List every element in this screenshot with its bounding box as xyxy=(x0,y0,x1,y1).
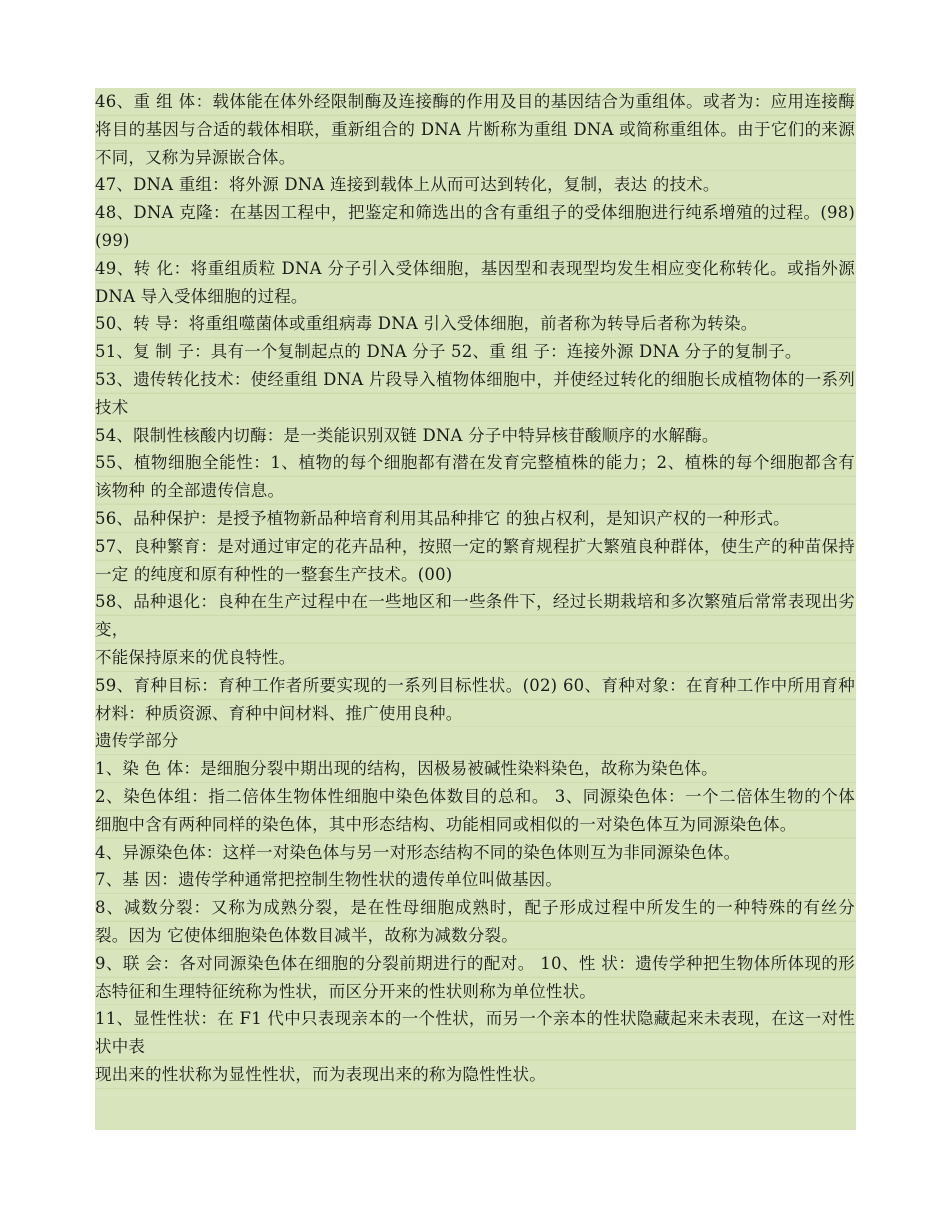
paragraph-50-transduction: 50、转 导：将重组噬菌体或重组病毒 DNA 引入受体细胞，前者称为转导后者称为转染。 xyxy=(95,310,856,338)
paragraph-55-totipotency: 55、植物细胞全能性：1、植物的每个细胞都有潜在发育完整植株的能力；2、植株的每个细胞都含有该物种 的全部遗传信息。 xyxy=(95,449,856,505)
paragraph-56-variety-protection: 56、品种保护：是授予植物新品种培育利用其品种排它 的独占权利，是知识产权的一种形式。 xyxy=(95,505,856,533)
paragraph-58-variety-degeneration: 58、品种退化：良种在生产过程中在一些地区和一些条件下，经过长期栽培和多次繁殖后常常表现出劣变， xyxy=(95,588,856,644)
paragraph-48-dna-cloning: 48、DNA 克隆：在基因工程中，把鉴定和筛选出的含有重组子的受体细胞进行纯系增殖的过程。(98) (99) xyxy=(95,199,856,255)
paragraph-9-synapsis: 9、联 会：各对同源染色体在细胞的分裂前期进行的配对。 10、性 状：遗传学种把生物体所体现的形态特征和生理特征统称为性状，而区分开来的性状则称为单位性状。 xyxy=(95,950,856,1006)
paragraph-8-meiosis: 8、减数分裂：又称为成熟分裂，是在性母细胞成熟时，配子形成过程中所发生的一种特殊的有丝分裂。因为 它使体细胞染色体数目减半，故称为减数分裂。 xyxy=(95,894,856,950)
paragraph-59-breeding-objective: 59、育种目标：育种工作者所要实现的一系列目标性状。(02) 60、育种对象：在育种工作中所用育种材料：种质资源、育种中间材料、推广使用良种。 xyxy=(95,672,856,728)
paragraph-7-gene: 7、基 因：遗传学种通常把控制生物性状的遗传单位叫做基因。 xyxy=(95,866,856,894)
paragraph-1-chromosome: 1、染 色 体：是细胞分裂中期出现的结构，因极易被碱性染料染色，故称为染色体。 xyxy=(95,755,856,783)
paragraph-54-restriction-enzyme: 54、限制性核酸内切酶：是一类能识别双链 DNA 分子中特异核苷酸顺序的水解酶。 xyxy=(95,422,856,450)
paragraph-53-genetic-transformation: 53、遗传转化技术：使经重组 DNA 片段导入植物体细胞中，并使经过转化的细胞长成植物体的一系列技术 xyxy=(95,366,856,422)
highlighted-text-block xyxy=(95,88,856,1130)
paragraph-2-chromosome-set: 2、染色体组：指二倍体生物体性细胞中染色体数目的总和。 3、同源染色体：一个二倍体生物的个体细胞中含有两种同样的染色体，其中形态结构、功能相同或相似的一对染色体互为同源染色体。 xyxy=(95,783,856,839)
paragraph-58-continued: 不能保持原来的优良特性。 xyxy=(95,644,856,672)
paragraph-46-recombinant: 46、重 组 体：载体能在体外经限制酶及连接酶的作用及目的基因结合为重组体。或者为：应用连接酶将目的基因与合适的载体相联，重新组合的 DNA 片断称为重组 DNA 或简称重组体。由于它们的来源不同，又称为异源嵌合体。 xyxy=(95,88,856,171)
paragraph-4-heterologous-chromosome: 4、异源染色体：这样一对染色体与另一对形态结构不同的染色体则互为非同源染色体。 xyxy=(95,839,856,867)
paragraph-57-seed-propagation: 57、良种繁育：是对通过审定的花卉品种，按照一定的繁育规程扩大繁殖良种群体，使生产的种苗保持一定 的纯度和原有种性的一整套生产技术。(00) xyxy=(95,533,856,589)
paragraph-49-transformation: 49、转 化：将重组质粒 DNA 分子引入受体细胞，基因型和表现型均发生相应变化称转化。或指外源 DNA 导入受体细胞的过程。 xyxy=(95,255,856,311)
paragraph-11-continued: 现出来的性状称为显性性状，而为表现出来的称为隐性性状。 xyxy=(95,1061,856,1089)
paragraph-11-dominant-trait: 11、显性性状：在 F1 代中只表现亲本的一个性状，而另一个亲本的性状隐藏起来未表现，在这一对性状中表 xyxy=(95,1005,856,1061)
paragraph-51-replicon: 51、复 制 子：具有一个复制起点的 DNA 分子 52、重 组 子：连接外源 DNA 分子的复制子。 xyxy=(95,338,856,366)
section-heading-genetics: 遗传学部分 xyxy=(95,727,856,755)
paragraph-47-dna-recombination: 47、DNA 重组：将外源 DNA 连接到载体上从而可达到转化，复制，表达 的技术。 xyxy=(95,171,856,199)
